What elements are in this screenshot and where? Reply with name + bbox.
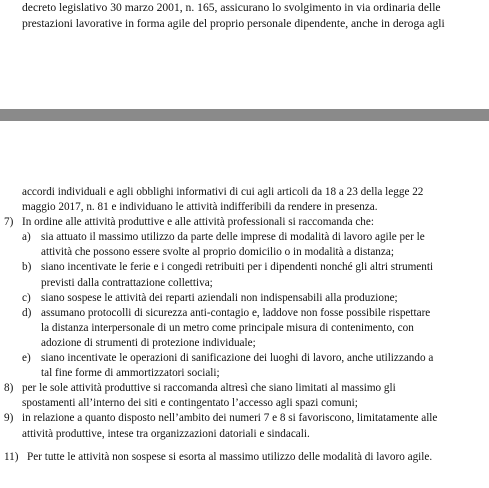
text-line: accordi individuali e agli obblighi informativi di cui agli articoli da 18 a 23 della legge 22 [22, 186, 424, 198]
text-line: maggio 2017, n. 81 e individuano le attività indifferibili da rendere in presenza. [22, 201, 378, 214]
sublist-text: assumano protocolli di sicurezza anti-contagio e, laddove non fosse possibile rispettare [41, 306, 431, 319]
sublist-marker: b) [22, 261, 32, 274]
list-item-text: In ordine alle attività produttive e alle attività professionali si raccomanda che: [22, 216, 374, 229]
paragraph-spacer [0, 442, 489, 450]
list-marker: 7) [4, 216, 14, 229]
sublist-text: tal fine forme di ammortizzatori sociali; [41, 367, 220, 380]
list-item-9 [0, 411, 489, 426]
sublist-text: attività che possono essere svolte al proprio domicilio o in modalità a distanza; [41, 246, 394, 259]
sublist-text: siano incentivate le ferie e i congedi retribuiti per i dipendenti nonché gli altri strumenti [41, 261, 434, 274]
sublist-text: previsti dalla contrattazione collettiva; [41, 276, 213, 289]
sublist-text: siano sospese le attività dei reparti aziendali non indispensabili alla produzione; [41, 291, 398, 304]
page-bottom-fragment [0, 185, 489, 465]
list-item-text: spostamenti all’interno dei siti e contingentato l’accesso agli spazi comuni; [22, 397, 358, 410]
sublist-item-b [0, 260, 489, 275]
text-line: prestazioni lavorative in forma agile del proprio personale dipendente, anche in deroga agli [22, 17, 445, 30]
page-break-divider [0, 109, 489, 121]
list-item-7 [0, 215, 489, 230]
list-item-8 [0, 381, 489, 396]
sublist-marker: e) [22, 352, 31, 365]
sublist-item-c [0, 291, 489, 306]
list-item-text: in relazione a quanto disposto nell’ambito dei numeri 7 e 8 si favoriscono, limitatamente alle [22, 412, 438, 425]
list-item-text: attività produttive, intese tra organizzazioni datoriali e sindacali. [22, 427, 310, 440]
list-marker: 11) [4, 450, 19, 463]
sublist-text: adozione di strumenti di protezione individuale; [41, 336, 256, 349]
list-item-11 [0, 450, 489, 465]
sublist-marker: c) [22, 291, 31, 304]
sublist-text: siano incentivate le operazioni di sanificazione dei luoghi di lavoro, anche utilizzando a [41, 352, 434, 365]
sublist-item-d [0, 306, 489, 321]
list-marker: 8) [4, 382, 14, 395]
sublist-text: la distanza interpersonale di un metro come principale misura di contenimento, con [41, 321, 414, 334]
text-line: decreto legislativo 30 marzo 2001, n. 165, assicurano lo svolgimento in via ordinaria delle [22, 1, 441, 14]
list-item-text: Per tutte le attività non sospese si esorta al massimo utilizzo delle modalità di lavoro agile. [27, 450, 433, 463]
sublist-item-e [0, 351, 489, 366]
sublist-text: sia attuato il massimo utilizzo da parte delle imprese di modalità di lavoro agile per le [41, 231, 425, 244]
page-top-fragment [22, 0, 477, 32]
sublist-item-a [0, 230, 489, 245]
sublist-marker: a) [22, 231, 31, 244]
sublist-marker: d) [22, 306, 32, 319]
list-marker: 9) [4, 412, 14, 425]
list-item-text: per le sole attività produttive si raccomanda altresì che siano limitati al massimo gli [22, 382, 396, 395]
